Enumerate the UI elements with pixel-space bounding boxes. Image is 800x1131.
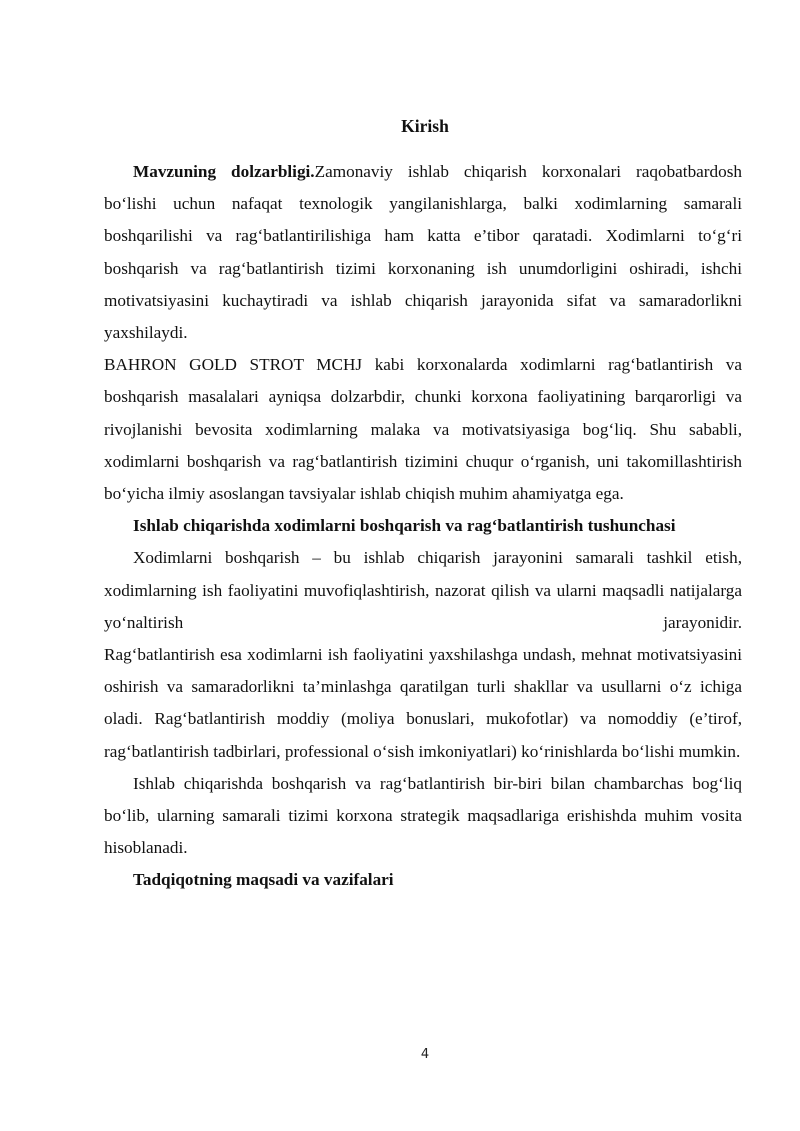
section-heading-goals: Tadqiqotning maqsadi va vazifalari bbox=[133, 870, 394, 890]
relevance-text: Zamonaviy ishlab chiqarish korxonalari raqobatbardosh bo‘lishi uchun nafaqat texnologik yangilanishlarga, balki xodimlarning samarali boshqarilishi va rag‘batlantirilishiga ham katta e’tibor qaratadi. Xodimlarni to‘g‘ri boshqarish va rag‘batlantirish tizimi korxonaning ish unumdorligini oshiradi, ishchi motivatsiyasini kuchaytiradi va ishlab chiqarish jarayonida sifat va samaradorlikni yaxshilaydi. bbox=[104, 162, 742, 343]
paragraph-motivation: Rag‘batlantirish esa xodimlarni ish faoliyatini yaxshilashga undash, mehnat motivatsiyasini oshirish va samaradorlikni ta’minlashga qaratilgan turli shakllar va usullarni o‘z ichiga oladi. Rag‘batlantirish moddiy (moliya bonuslari, mukofotlar) va nomoddiy (e’tirof, rag‘batlantirish tadbirlari, professional o‘sish imkoniyatlari) ko‘rinishlarda bo‘lishi mumkin. bbox=[104, 645, 742, 761]
page-number: 4 bbox=[420, 1047, 430, 1062]
paragraph-relationship: Ishlab chiqarishda boshqarish va rag‘batlantirish bir-biri bilan chambarchas bog‘liq bo‘lib, ularning samarali tizimi korxona strategik maqsadlariga erishishda muhim vosita hisoblanadi. bbox=[104, 773, 742, 858]
relevance-heading: Mavzuning dolzarbligi. bbox=[133, 162, 315, 181]
document-body bbox=[104, 156, 742, 897]
paragraph-company: BAHRON GOLD STROT MCHJ kabi korxonalarda xodimlarni rag‘batlantirish va boshqarish masalalari ayniqsa dolzarbdir, chunki korxona faoliyatining barqarorligi va rivojlanishi bevosita xodimlarning malaka va motivatsiyasiga bog‘liq. Shu sababli, xodimlarni boshqarish va rag‘batlantirish tizimini chuqur o‘rganish, uni takomillashtirish bo‘yicha ilmiy asoslangan tavsiyalar ishlab chiqish muhim ahamiyatga ega. bbox=[104, 355, 742, 504]
paragraph-management: Xodimlarni boshqarish – bu ishlab chiqarish jarayonini samarali tashkil etish, xodimlarning ish faoliyatini muvofiqlashtirish, nazorat qilish va ularni maqsadli natijalarga yo‘naltirish jarayonidir. bbox=[104, 548, 742, 632]
section-heading-concept: Ishlab chiqarishda xodimlarni boshqarish va rag‘batlantirish tushunchasi bbox=[133, 516, 676, 536]
paragraph-relevance bbox=[104, 156, 742, 349]
page-title: Kirish bbox=[401, 116, 449, 136]
